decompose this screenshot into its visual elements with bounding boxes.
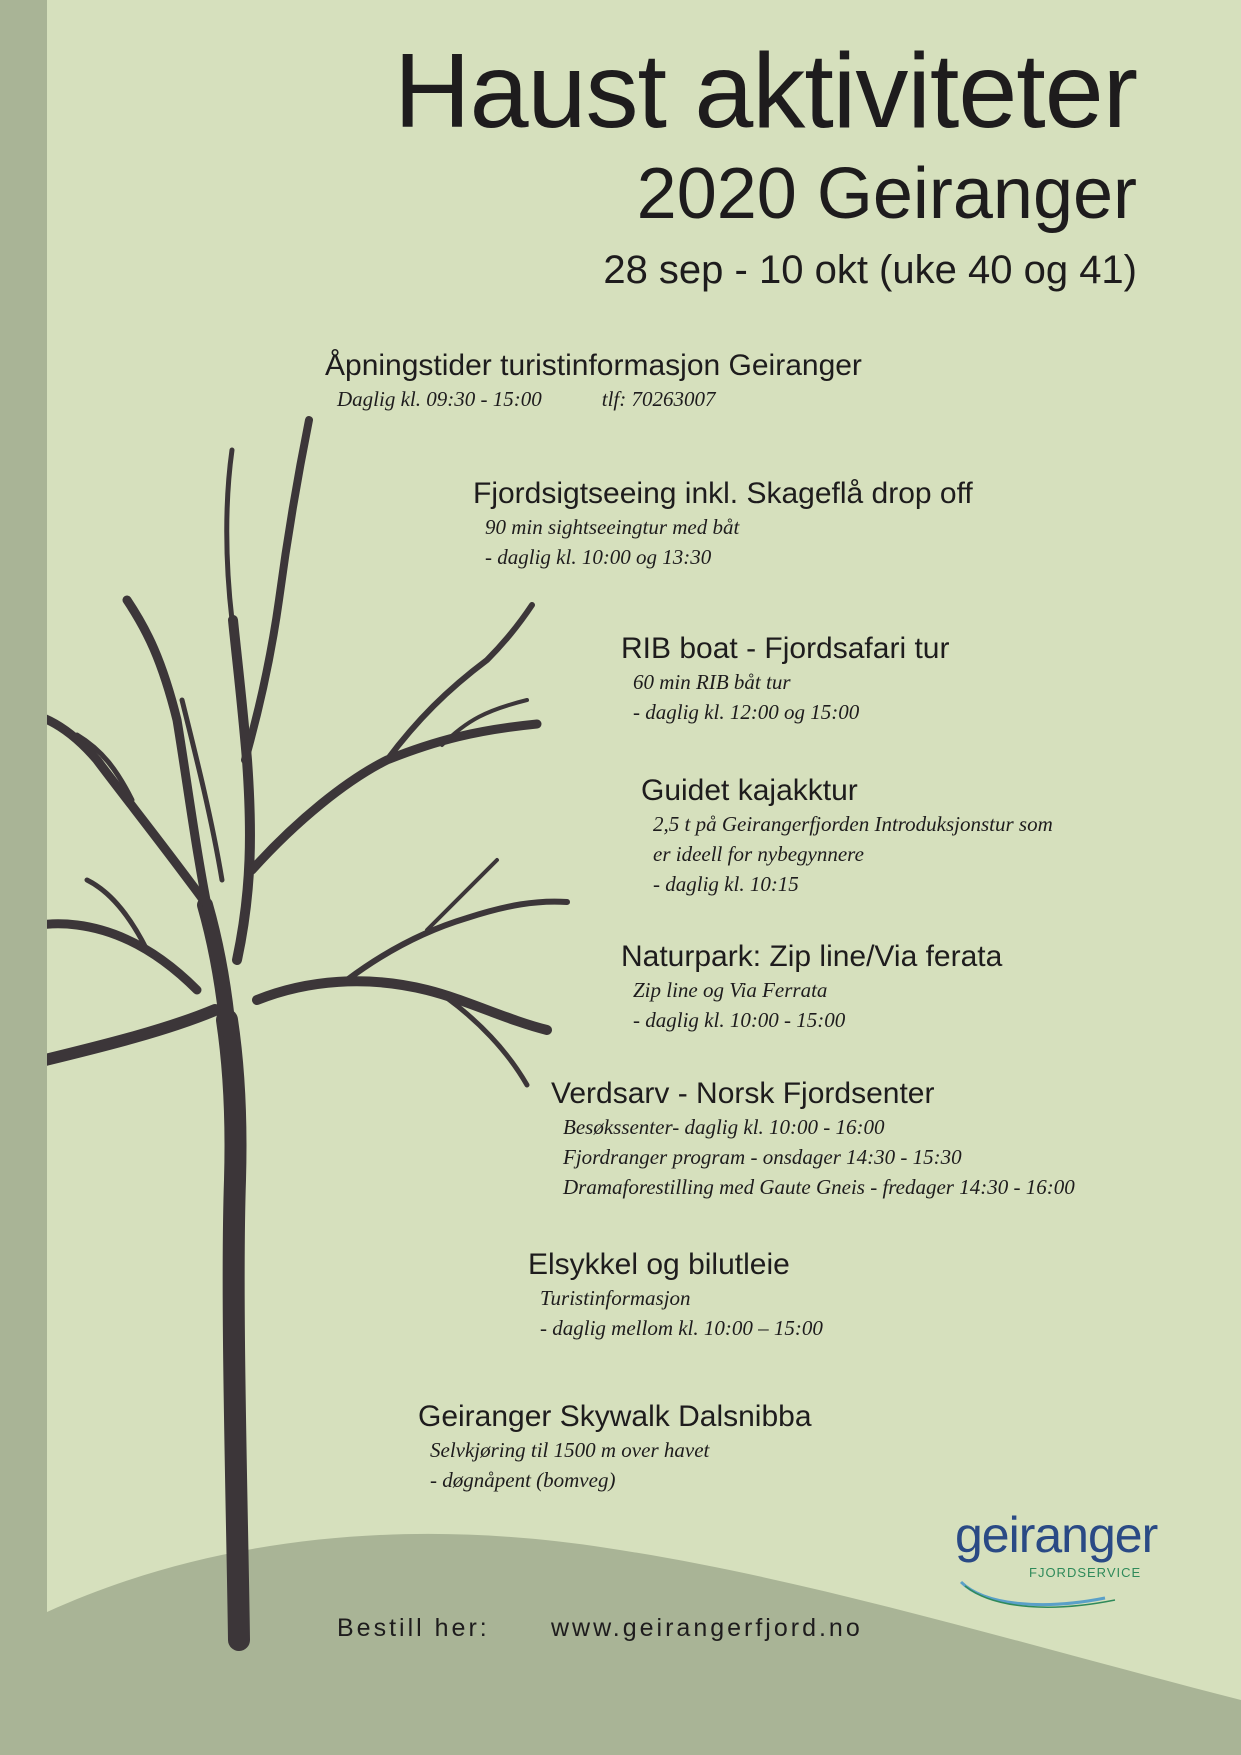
opening-hours: Daglig kl. 09:30 - 15:00 <box>337 387 542 411</box>
activity-title: Fjordsigtseeing inkl. Skageflå drop off <box>473 477 973 510</box>
activity-naturpark <box>621 939 1002 1035</box>
activity-skywalk <box>418 1399 812 1495</box>
logo-swoosh-icon <box>955 1554 1175 1614</box>
activity-fjordsightseeing <box>473 476 973 572</box>
logo-subtitle: FJORDSERVICE <box>1029 1565 1142 1580</box>
activity-elsykkel <box>528 1247 823 1343</box>
left-border-strip <box>0 0 47 1755</box>
activity-line: Besøkssenter- daglig kl. 10:00 - 16:00 <box>563 1115 885 1139</box>
activity-line: - daglig kl. 10:00 og 13:30 <box>485 545 712 569</box>
activity-title: Åpningstider turistinformasjon Geiranger <box>325 349 862 382</box>
activity-rib-boat <box>621 631 949 727</box>
activity-line: - daglig kl. 10:00 - 15:00 <box>633 1008 846 1032</box>
activity-title: Verdsarv - Norsk Fjordsenter <box>551 1077 935 1110</box>
activity-line: 90 min sightseeingtur med båt <box>485 515 740 539</box>
activity-line: - døgnåpent (bomveg) <box>430 1468 616 1492</box>
poster-subtitle: 2020 Geiranger <box>636 154 1137 234</box>
activity-title: Naturpark: Zip line/Via ferata <box>621 940 1003 973</box>
poster-page <box>47 0 1241 1755</box>
activity-verdsarv <box>551 1076 1075 1202</box>
activity-line: - daglig kl. 10:15 <box>653 872 799 896</box>
activity-line: Selvkjøring til 1500 m over havet <box>430 1438 710 1462</box>
logo-wordmark: geiranger <box>955 1507 1158 1563</box>
activity-line: - daglig mellom kl. 10:00 – 15:00 <box>540 1316 823 1340</box>
phone-number: tlf: 70263007 <box>601 387 716 411</box>
activity-title: Elsykkel og bilutleie <box>528 1248 790 1281</box>
activity-turistinformasjon <box>325 348 862 414</box>
activity-line: - daglig kl. 12:00 og 15:00 <box>633 700 860 724</box>
activity-line: er ideell for nybegynnere <box>653 842 864 866</box>
activity-line: Turistinformasjon <box>540 1286 691 1310</box>
activity-line: Dramaforestilling med Gaute Gneis - fredager 14:30 - 16:00 <box>563 1175 1075 1199</box>
activity-title: RIB boat - Fjordsafari tur <box>621 632 950 665</box>
footer-url[interactable]: www.geirangerfjord.no <box>551 1614 863 1642</box>
activity-title: Guidet kajakktur <box>641 774 858 807</box>
activity-line <box>325 384 862 414</box>
poster-title: Haust aktiviteter <box>394 32 1137 150</box>
activity-kajakktur <box>641 773 1053 899</box>
activity-line: 60 min RIB båt tur <box>633 670 791 694</box>
activity-line: 2,5 t på Geirangerfjorden Introduksjonstur som <box>653 812 1053 836</box>
activity-title: Geiranger Skywalk Dalsnibba <box>418 1400 812 1433</box>
activity-line: Fjordranger program - onsdager 14:30 - 15:30 <box>563 1145 962 1169</box>
footer-label: Bestill her: <box>337 1614 490 1642</box>
activity-line: Zip line og Via Ferrata <box>633 978 828 1002</box>
poster-dates: 28 sep - 10 okt (uke 40 og 41) <box>603 248 1137 292</box>
geiranger-fjordservice-logo <box>955 1507 1175 1620</box>
